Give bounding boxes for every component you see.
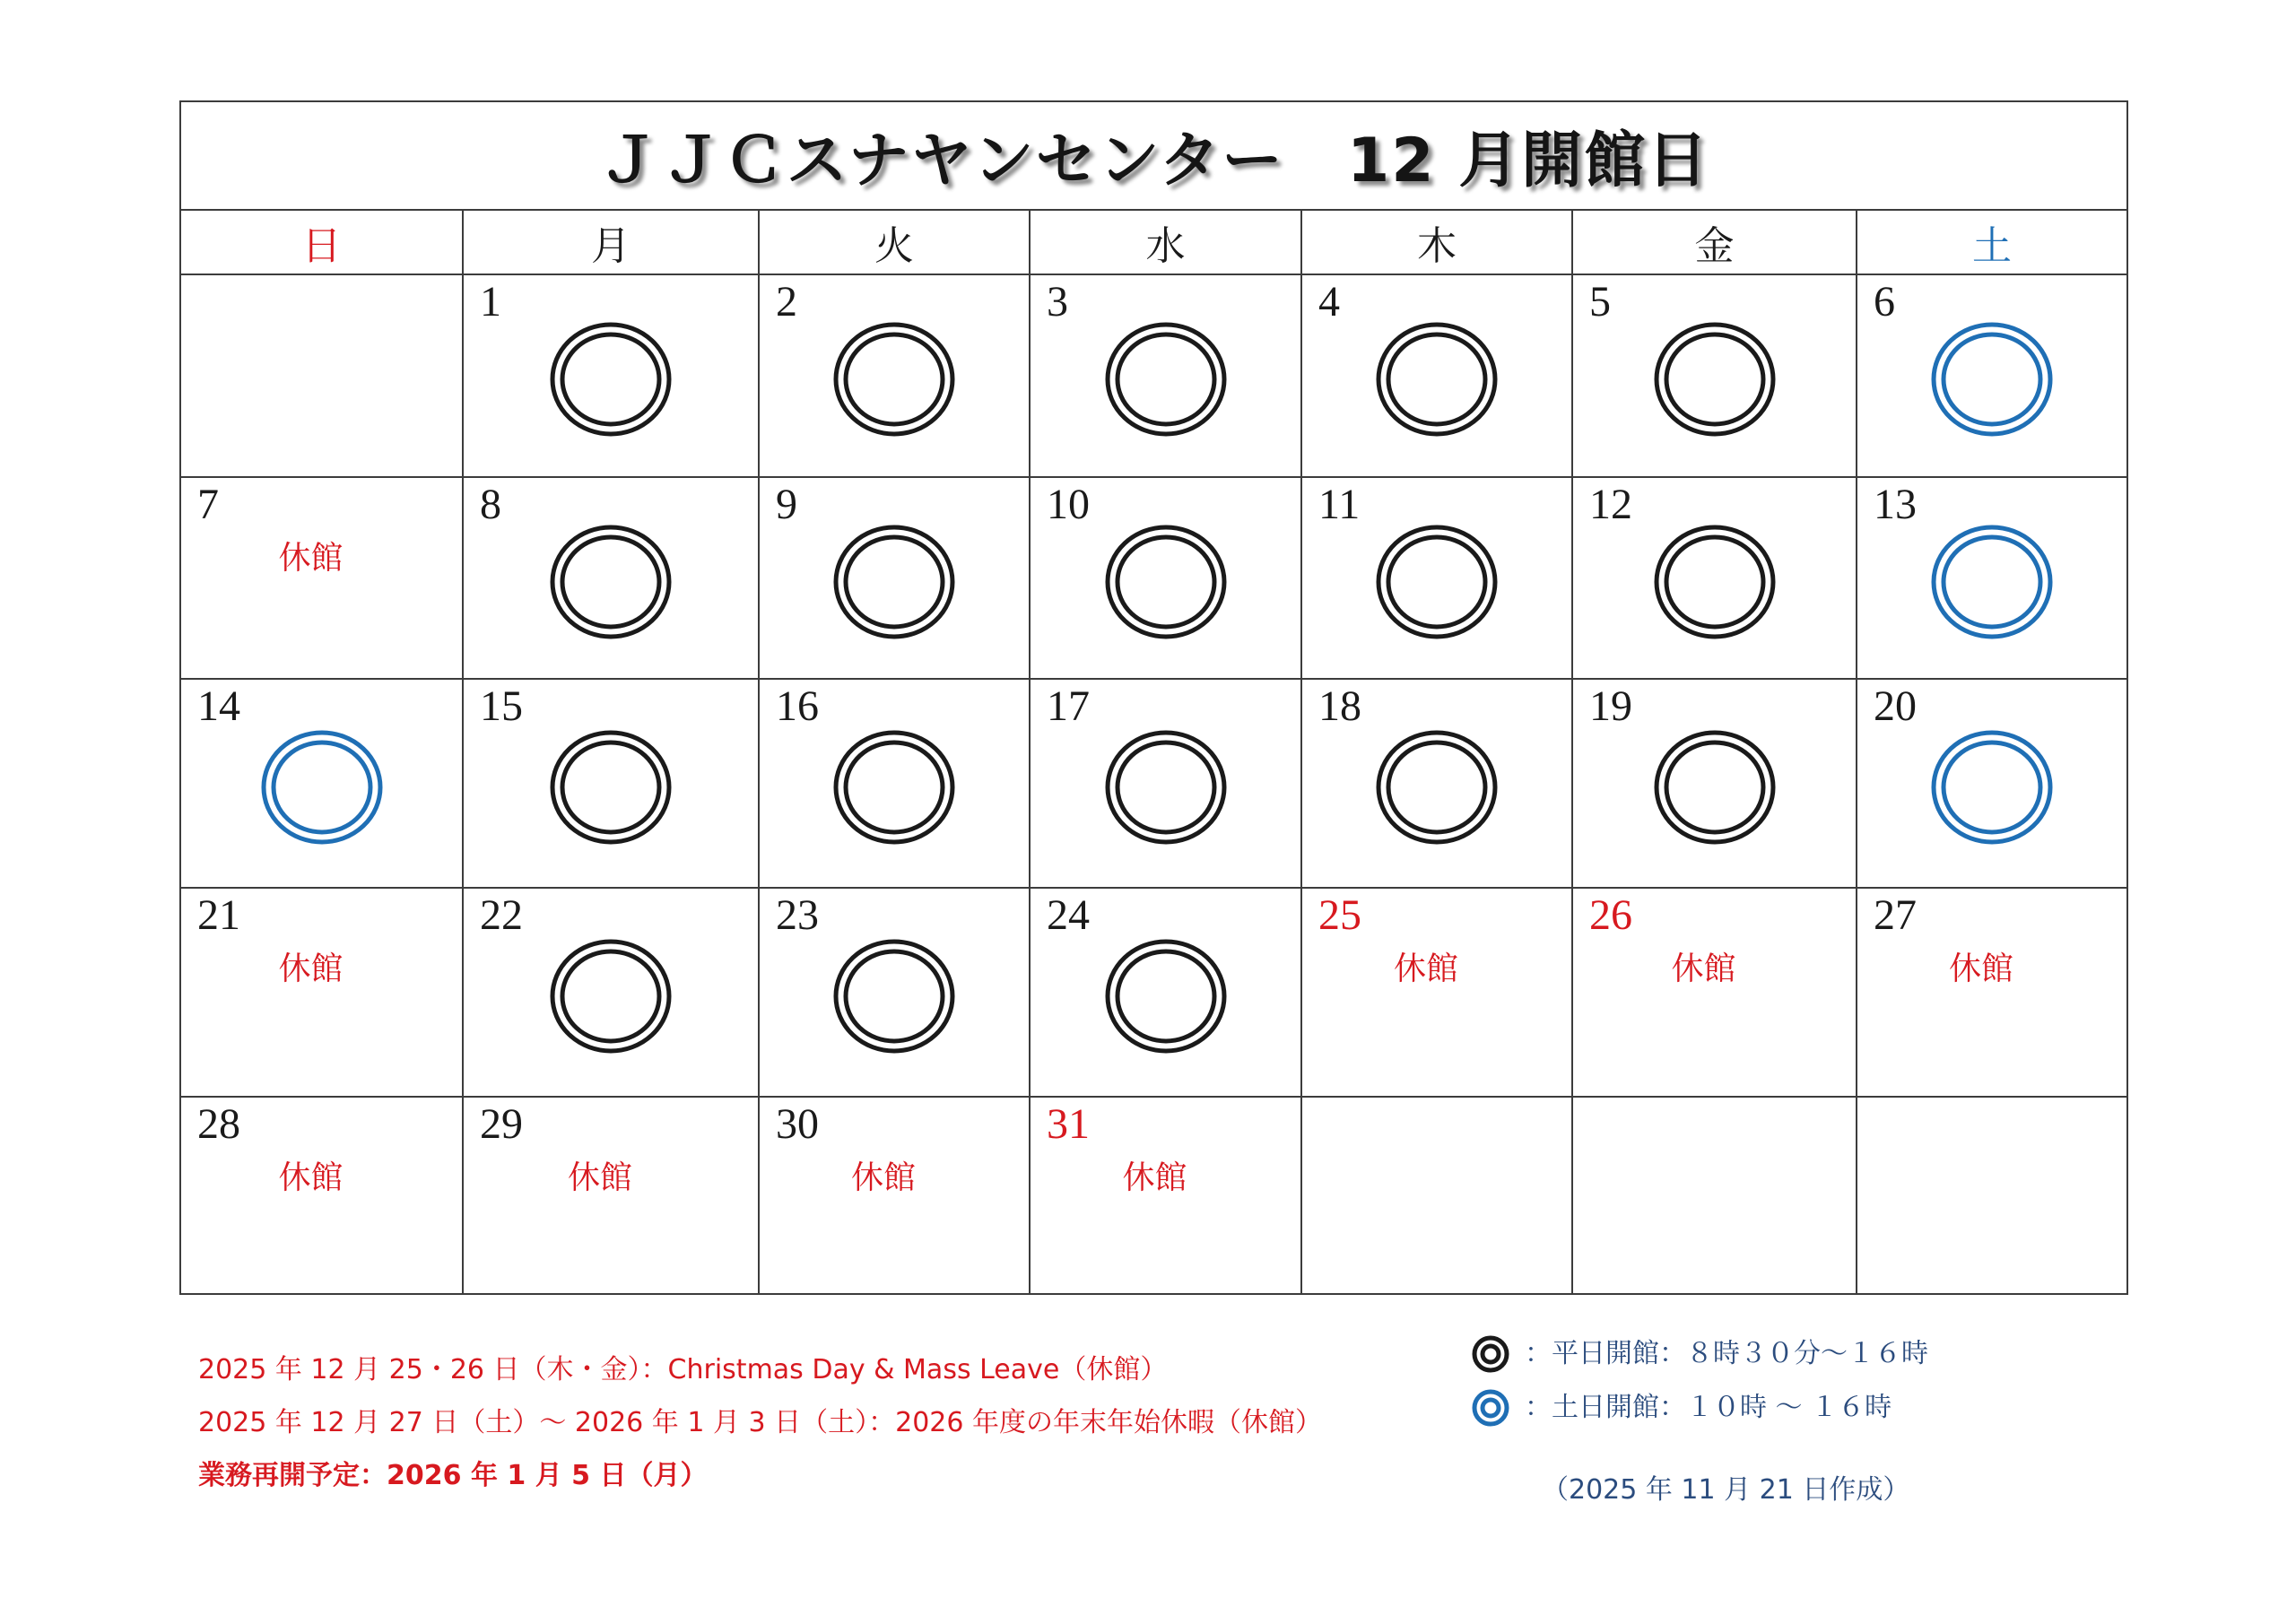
day-cell-12: [1573, 478, 1857, 680]
day-cell-8: [464, 478, 760, 680]
day-number: 16: [776, 682, 819, 730]
day-cell-21: [181, 889, 464, 1098]
weekday-header-fri: 金: [1573, 211, 1857, 275]
closed-label: 休館: [1671, 951, 1736, 987]
day-cell-20: [1857, 680, 2128, 889]
double-circle-icon: [1374, 320, 1500, 439]
double-circle-icon: [1471, 1388, 1510, 1428]
day-number: 20: [1874, 682, 1917, 730]
double-circle-icon: [831, 522, 957, 640]
calendar-title: ＪＪＣスナヤンセンター 12 月開館日: [597, 126, 1710, 196]
weekday-header-sun: 日: [181, 211, 464, 275]
closed-label: 休館: [278, 951, 344, 987]
day-cell-2: [760, 275, 1031, 478]
day-number: 11: [1318, 481, 1361, 528]
day-cell-3: [1031, 275, 1302, 478]
day-number: 13: [1874, 481, 1917, 528]
day-number: 12: [1589, 481, 1632, 528]
closed-label: 休館: [278, 540, 344, 577]
day-cell-24: [1031, 889, 1302, 1098]
day-number: 10: [1047, 481, 1090, 528]
double-circle-icon: [1652, 522, 1778, 640]
closed-label: 休館: [1393, 951, 1458, 987]
double-circle-icon: [1929, 727, 2055, 846]
weekday-header-mon: 月: [464, 211, 760, 275]
day-number: 8: [480, 481, 501, 528]
double-circle-icon: [1103, 936, 1229, 1055]
double-circle-icon: [831, 320, 957, 439]
empty-day-cell: [1857, 1098, 2128, 1295]
day-number: 5: [1589, 278, 1611, 326]
closed-label: 休館: [1122, 1159, 1187, 1196]
day-number: 3: [1047, 278, 1068, 326]
closed-label: 休館: [567, 1159, 632, 1196]
double-circle-icon: [831, 936, 957, 1055]
weekday-header-sat: 土: [1857, 211, 2128, 275]
double-circle-icon: [1103, 320, 1229, 439]
day-number: 18: [1318, 682, 1361, 730]
empty-day-cell: [1573, 1098, 1857, 1295]
double-circle-icon: [1471, 1334, 1510, 1374]
calendar-title-cell: [181, 102, 2128, 211]
day-cell-4: [1302, 275, 1573, 478]
day-number: 14: [197, 682, 240, 730]
closure-note-christmas: 2025 年 12 月 25・26 日（木・金）：Christmas Day & Mass Leave（休館）: [198, 1354, 1168, 1385]
day-cell-6: [1857, 275, 2128, 478]
day-cell-28: [181, 1098, 464, 1295]
day-number: 19: [1589, 682, 1632, 730]
closed-label: 休館: [850, 1159, 916, 1196]
day-number: 15: [480, 682, 523, 730]
double-circle-icon: [1652, 727, 1778, 846]
day-number: 21: [197, 891, 240, 939]
day-number: 9: [776, 481, 797, 528]
day-number: 25: [1318, 891, 1361, 939]
day-number: 28: [197, 1100, 240, 1148]
day-cell-31: [1031, 1098, 1302, 1295]
day-number: 1: [480, 278, 501, 326]
calendar-grid: [179, 100, 2128, 1295]
double-circle-icon: [1652, 320, 1778, 439]
double-circle-icon: [1929, 522, 2055, 640]
double-circle-icon: [548, 320, 674, 439]
day-cell-29: [464, 1098, 760, 1295]
double-circle-icon: [831, 727, 957, 846]
day-cell-15: [464, 680, 760, 889]
day-cell-19: [1573, 680, 1857, 889]
resume-note: 業務再開予定：2026 年 1 月 5 日（月）: [198, 1460, 708, 1491]
double-circle-icon: [548, 522, 674, 640]
day-cell-25: [1302, 889, 1573, 1098]
double-circle-icon: [548, 936, 674, 1055]
day-cell-17: [1031, 680, 1302, 889]
day-number: 29: [480, 1100, 523, 1148]
day-cell-26: [1573, 889, 1857, 1098]
legend-weekday-hours: ：平日開館：８時３０分～１６時: [1525, 1338, 1928, 1369]
day-cell-14: [181, 680, 464, 889]
closure-note-year-end: 2025 年 12 月 27 日（土）～ 2026 年 1 月 3 日（土）：2026 年度の年末年始休暇（休館）: [198, 1407, 1322, 1438]
day-number: 31: [1047, 1100, 1090, 1148]
day-cell-9: [760, 478, 1031, 680]
closed-label: 休館: [1948, 951, 2013, 987]
day-number: 2: [776, 278, 797, 326]
day-cell-13: [1857, 478, 2128, 680]
double-circle-icon: [259, 727, 385, 846]
double-circle-icon: [1103, 727, 1229, 846]
double-circle-icon: [1929, 320, 2055, 439]
double-circle-icon: [1374, 727, 1500, 846]
empty-day-cell: [1302, 1098, 1573, 1295]
day-cell-30: [760, 1098, 1031, 1295]
double-circle-icon: [1374, 522, 1500, 640]
day-cell-23: [760, 889, 1031, 1098]
empty-day-cell: [181, 275, 464, 478]
day-number: 22: [480, 891, 523, 939]
day-number: 17: [1047, 682, 1090, 730]
day-cell-18: [1302, 680, 1573, 889]
legend-weekend-hours: ：土日開館：１０時 ～ １６時: [1525, 1392, 1892, 1423]
day-cell-1: [464, 275, 760, 478]
created-date: （2025 年 11 月 21 日作成）: [1542, 1474, 1910, 1506]
day-number: 30: [776, 1100, 819, 1148]
weekday-header-tue: 火: [760, 211, 1031, 275]
double-circle-icon: [1103, 522, 1229, 640]
double-circle-icon: [548, 727, 674, 846]
closed-label: 休館: [278, 1159, 344, 1196]
day-cell-10: [1031, 478, 1302, 680]
day-number: 24: [1047, 891, 1090, 939]
day-number: 4: [1318, 278, 1340, 326]
day-number: 23: [776, 891, 819, 939]
day-cell-16: [760, 680, 1031, 889]
day-number: 6: [1874, 278, 1895, 326]
weekday-header-thu: 木: [1302, 211, 1573, 275]
day-number: 7: [197, 481, 219, 528]
weekday-header-wed: 水: [1031, 211, 1302, 275]
day-cell-22: [464, 889, 760, 1098]
day-number: 27: [1874, 891, 1917, 939]
day-cell-27: [1857, 889, 2128, 1098]
day-cell-7: [181, 478, 464, 680]
day-cell-11: [1302, 478, 1573, 680]
day-cell-5: [1573, 275, 1857, 478]
day-number: 26: [1589, 891, 1632, 939]
